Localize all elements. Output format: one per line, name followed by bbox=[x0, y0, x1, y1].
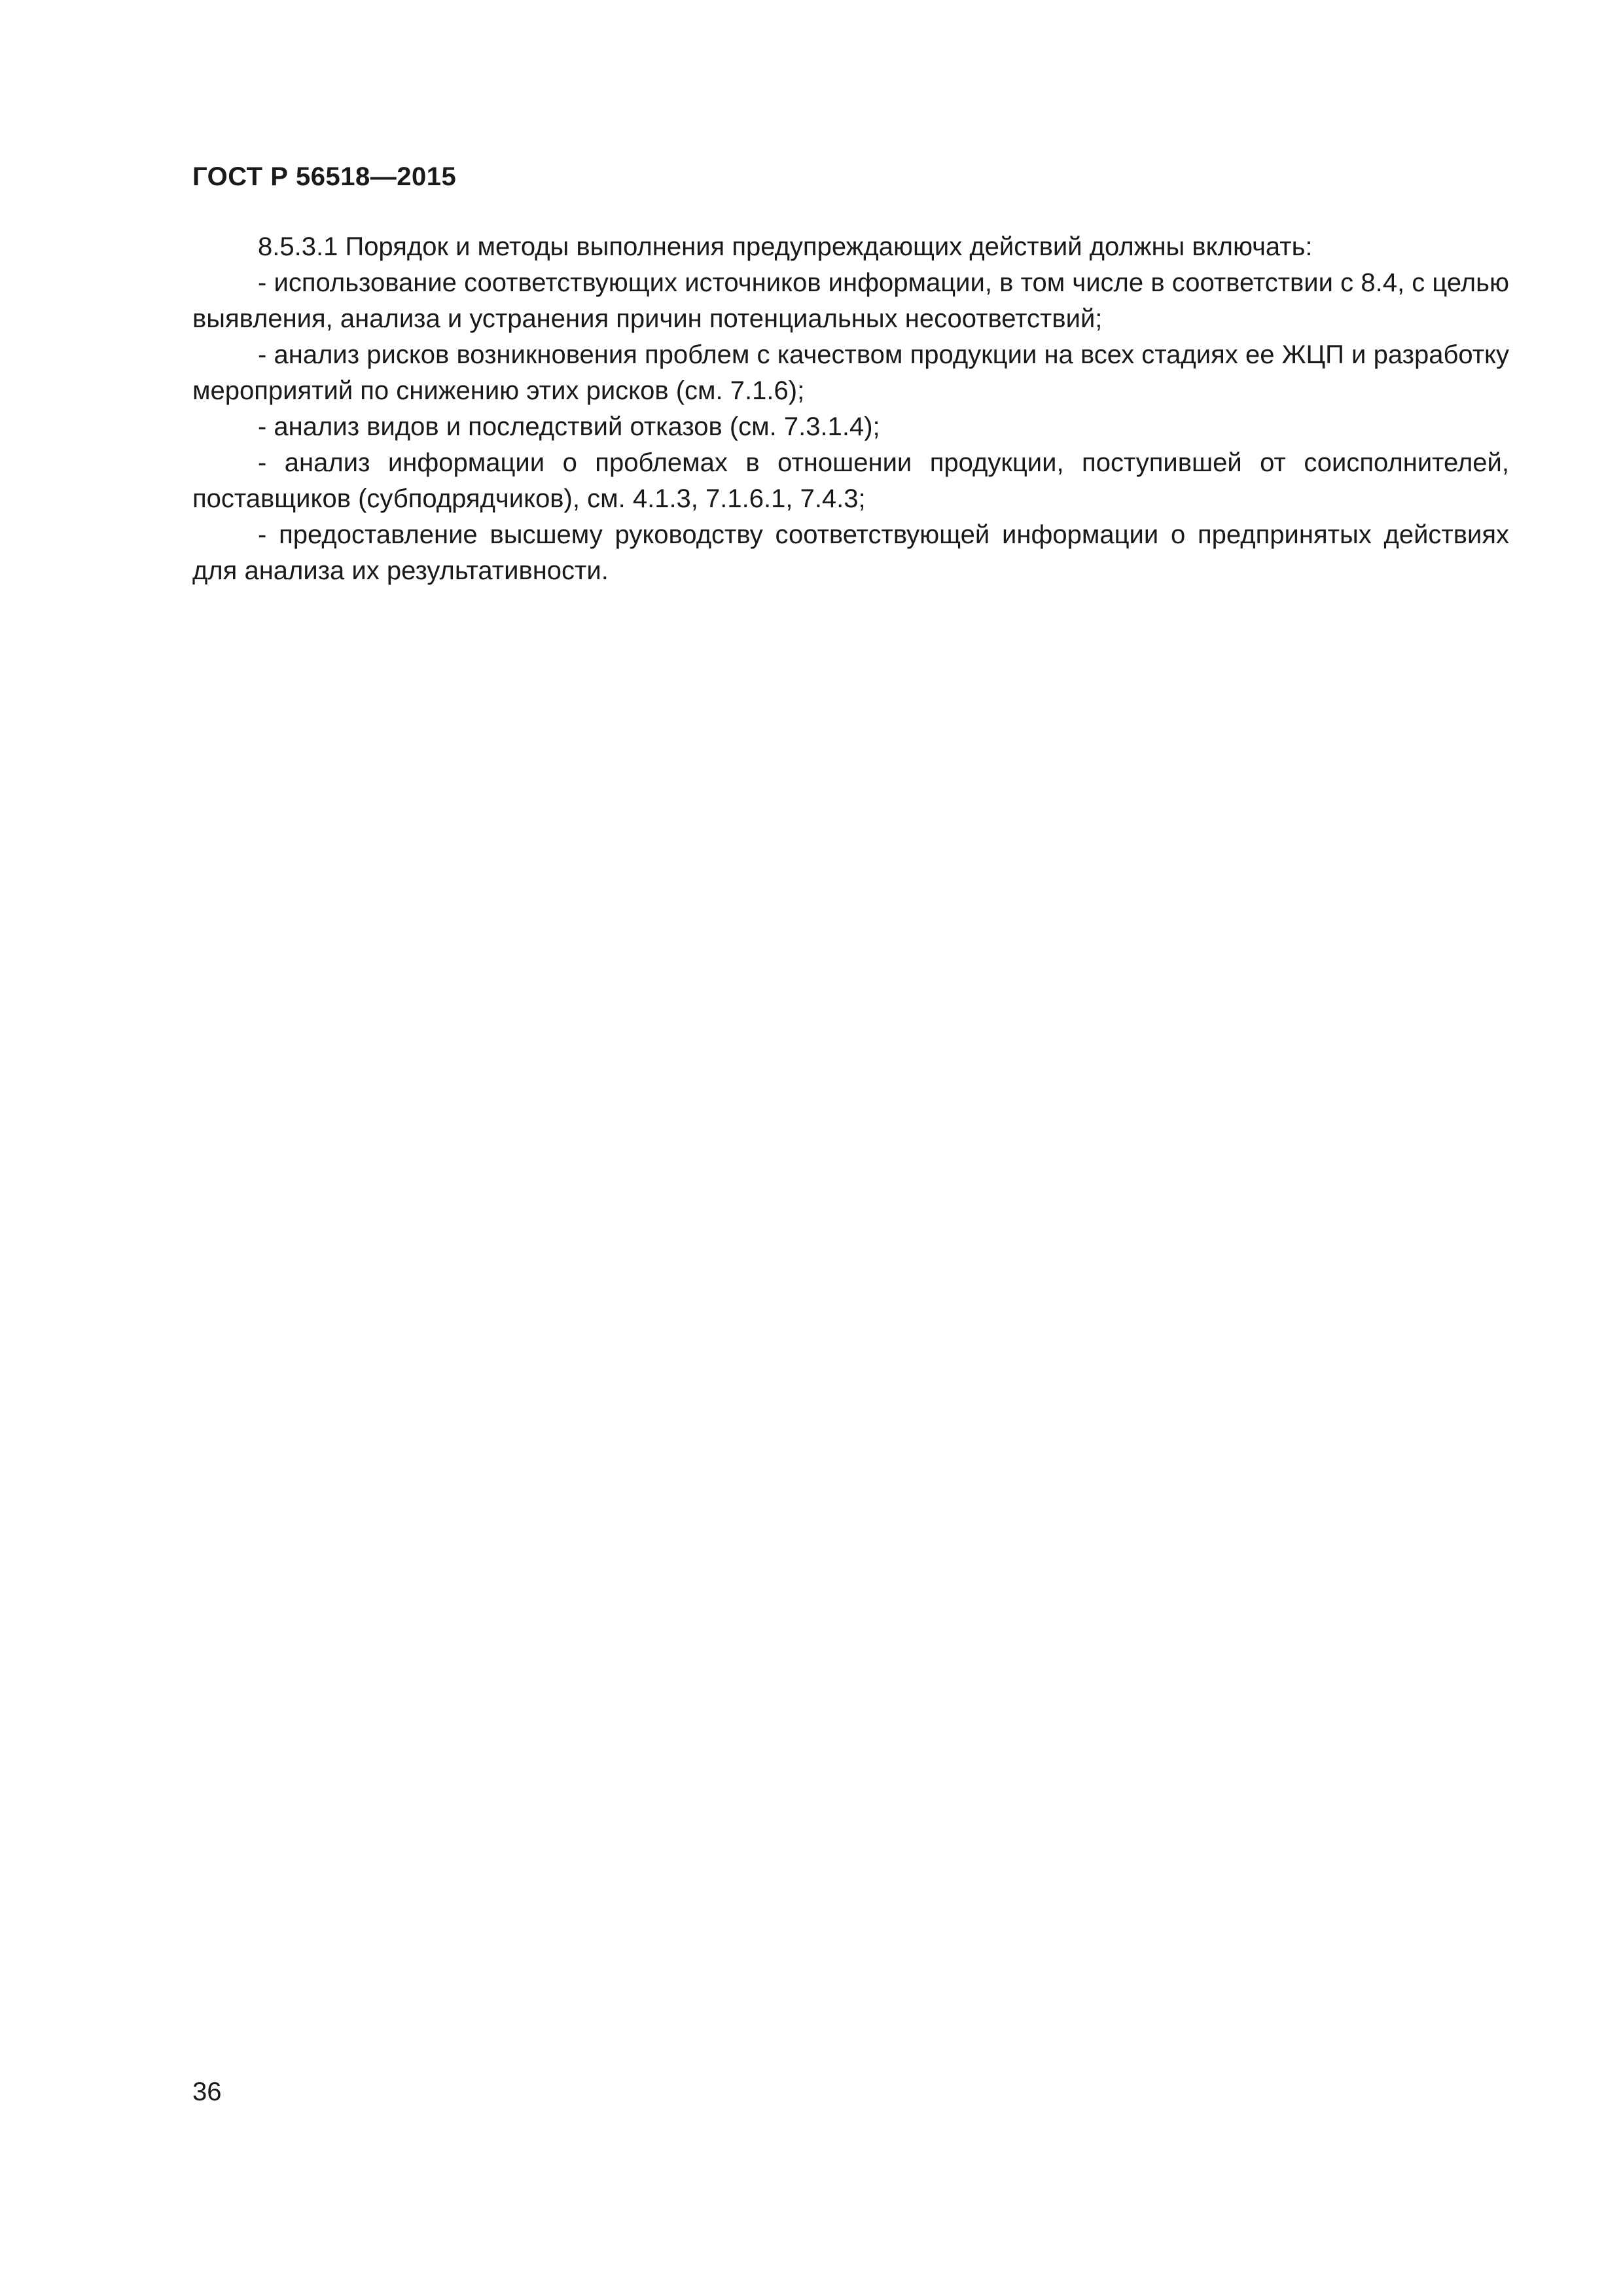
list-item-management-reporting: - предоставление высшему руководству соответствующей информации о предпринятых действиях для анализа их результативности. bbox=[192, 520, 1509, 585]
page-number: 36 bbox=[192, 2077, 222, 2106]
paragraph-8-5-3-1: 8.5.3.1 Порядок и методы выполнения предупреждающих действий должны включать: bbox=[258, 232, 1313, 261]
list-item-risk-analysis: - анализ рисков возникновения проблем с качеством продукции на всех стадиях ее ЖЦП и разработку мероприятий по снижению этих рисков (см. 7.1.6); bbox=[192, 340, 1509, 405]
standard-code-header: ГОСТ Р 56518—2015 bbox=[192, 162, 457, 191]
list-item-failure-modes-analysis: - анализ видов и последствий отказов (см. 7.3.1.4); bbox=[258, 412, 880, 441]
list-item-supplier-problems-analysis: - анализ информации о проблемах в отношении продукции, поступившей от соисполнителей, поставщиков (субподрядчиков), см. 4.1.3, 7.1.6.1, 7.4.3; bbox=[192, 448, 1509, 513]
list-item-information-sources: - использование соответствующих источников информации, в том числе в соответствии с 8.4, с целью выявления, анализа и устранения причин потенциальных несоответствий; bbox=[192, 268, 1509, 333]
document-body bbox=[192, 229, 1509, 589]
